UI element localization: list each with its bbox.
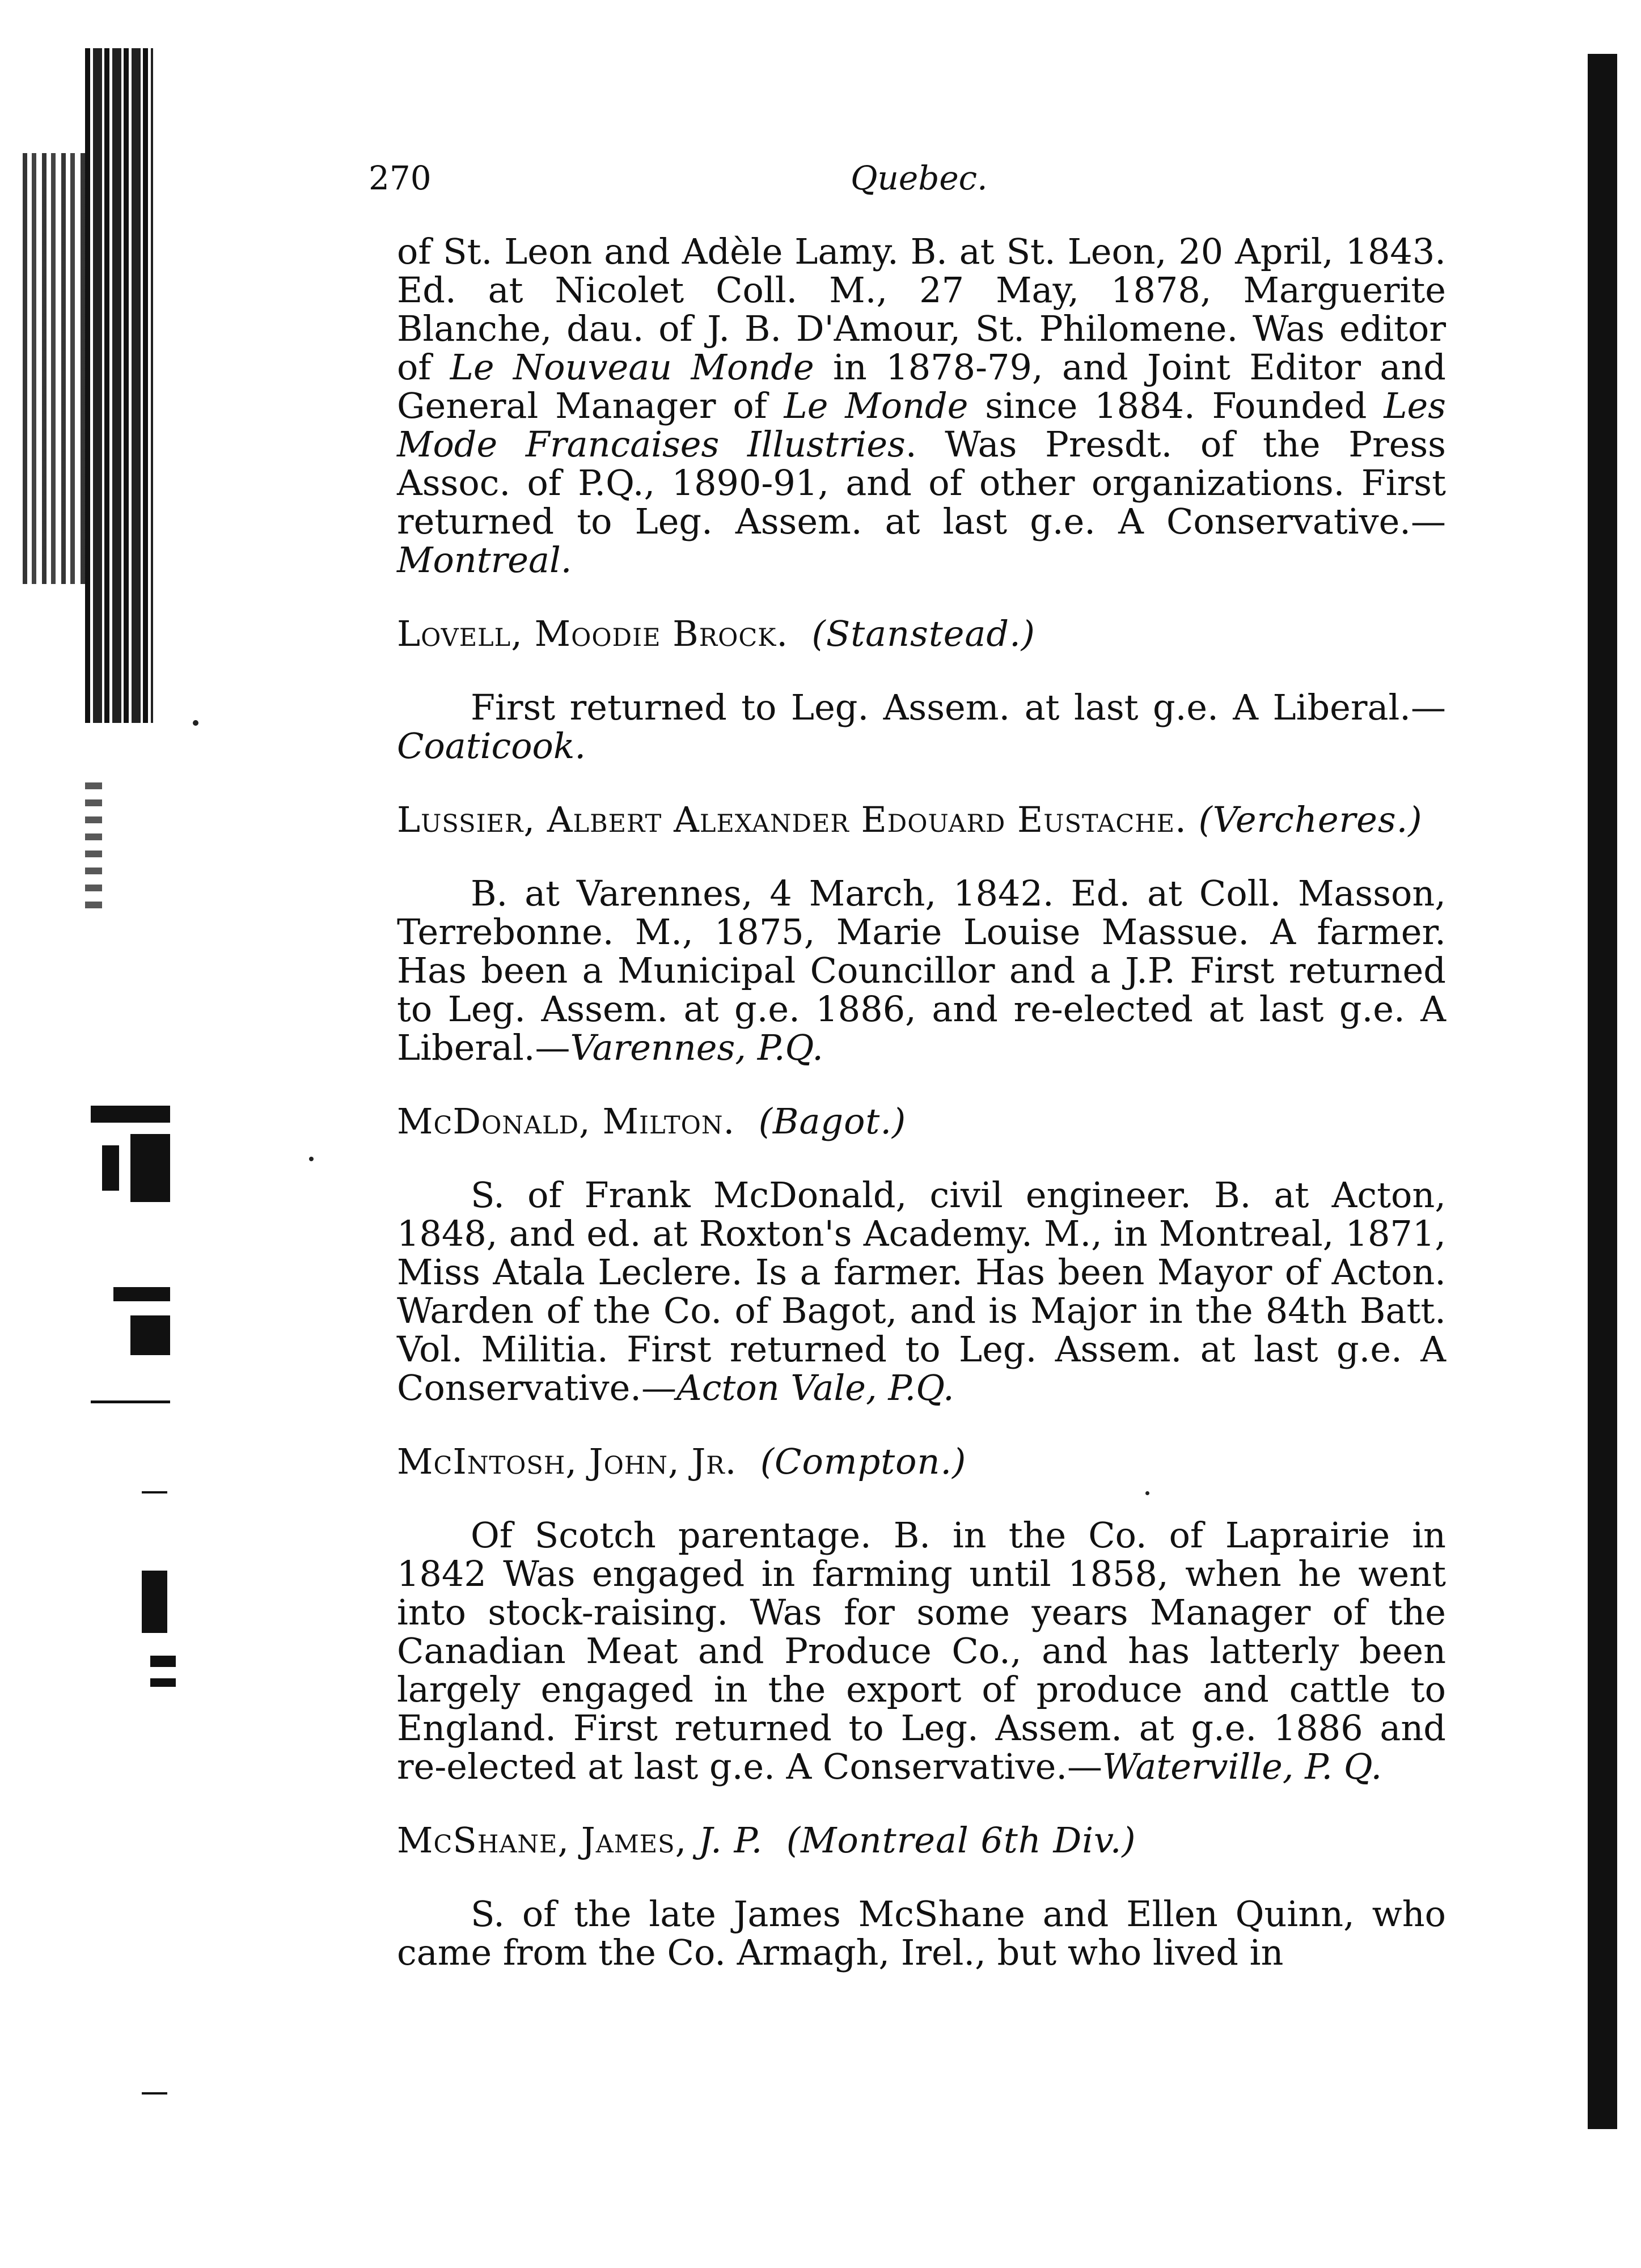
entry-heading bbox=[397, 801, 1446, 839]
scan-speck bbox=[309, 1157, 314, 1161]
page-header bbox=[369, 159, 1446, 204]
scan-edge-artifact bbox=[91, 1106, 170, 1123]
scan-edge-artifact bbox=[142, 1571, 167, 1633]
scan-edge-artifact bbox=[130, 1315, 170, 1355]
scan-edge-artifact bbox=[102, 1145, 119, 1191]
entry-text: in 1878-79, and Joint Editor and General Manager of bbox=[397, 346, 1446, 426]
entry-text: . Was Presdt. of the Press Assoc. of P.Q., 1890-91, and of other organizations. First returned to Leg. Assem. at last g.e. A Conservative.— bbox=[397, 424, 1446, 542]
entry-italic: Le Nouveau Monde bbox=[450, 346, 814, 388]
page-number: 270 bbox=[369, 159, 432, 197]
scan-edge-artifact bbox=[142, 1491, 167, 1493]
entry-continuation bbox=[397, 232, 1446, 579]
running-head: Quebec. bbox=[851, 159, 988, 197]
entry-residence: Montreal. bbox=[397, 539, 572, 581]
entry-residence: Waterville, P. Q. bbox=[1102, 1746, 1382, 1787]
entry-italic: Les Mode Francaises Illustries bbox=[397, 385, 1446, 465]
entry-body bbox=[397, 1516, 1446, 1786]
scan-edge-artifact bbox=[85, 48, 153, 723]
entry-heading bbox=[397, 1821, 1446, 1860]
member-title: J. P. bbox=[699, 1820, 763, 1861]
entry-body bbox=[397, 1176, 1446, 1407]
entry-heading bbox=[397, 1442, 1446, 1481]
entry-heading bbox=[397, 615, 1446, 653]
scan-edge-artifact bbox=[130, 1134, 170, 1202]
member-name: McIntosh, John, Jr. bbox=[397, 1441, 737, 1482]
constituency: (Compton.) bbox=[760, 1441, 967, 1482]
scan-edge-artifact bbox=[85, 782, 102, 913]
scan-edge-artifact bbox=[113, 1287, 170, 1301]
scan-edge-artifact bbox=[150, 1678, 176, 1687]
member-name: Lovell, Moodie Brock. bbox=[397, 613, 789, 654]
entry-body bbox=[397, 688, 1446, 765]
scan-edge-artifact bbox=[150, 1656, 176, 1667]
constituency: (Stanstead.) bbox=[811, 613, 1035, 654]
entry-residence: Varennes, P.Q. bbox=[570, 1027, 824, 1068]
scan-edge-artifact bbox=[91, 1400, 170, 1403]
scan-edge-artifact bbox=[17, 153, 85, 584]
entry-text: since 1884. Founded bbox=[968, 385, 1384, 426]
constituency: (Montreal 6th Div.) bbox=[786, 1820, 1136, 1861]
member-name: McDonald, Milton. bbox=[397, 1101, 735, 1142]
entry-residence: Acton Vale, P.Q. bbox=[676, 1367, 954, 1408]
entry-residence: Coaticook. bbox=[397, 725, 586, 767]
scan-edge-artifact bbox=[1588, 54, 1617, 2129]
entry-text: Of Scotch parentage. B. in the Co. of Laprairie in 1842 Was engaged in farming until 1858, when he went into stock-raising. Was for some years Manager of the Canadian Meat and Produce Co., and has latterly been largely engaged in the export of produce and cattle to England. First returned to Leg. Assem. at g.e. 1886 and re-elected at last g.e. A Conservative.— bbox=[397, 1514, 1446, 1787]
scan-speck bbox=[193, 720, 198, 726]
member-name: McShane, James, bbox=[397, 1820, 687, 1861]
entry-body bbox=[397, 874, 1446, 1067]
page-body bbox=[397, 232, 1446, 1972]
entry-text: B. at Varennes, 4 March, 1842. Ed. at Coll. Masson, Terrebonne. M., 1875, Marie Louise Massue. A farmer. Has been a Municipal Councillor and a J.P. First returned to Leg. Assem. at g.e. 1886, and re-elected at last g.e. A Liberal.— bbox=[397, 873, 1446, 1068]
constituency: (Bagot.) bbox=[758, 1101, 907, 1142]
entry-text: S. of the late James McShane and Ellen Quinn, who came from the Co. Armagh, Irel., but who lived in bbox=[397, 1893, 1446, 1973]
scan-edge-artifact bbox=[142, 2092, 167, 2094]
member-name: Lussier, Albert Alexander Edouard Eustache. bbox=[397, 799, 1187, 840]
entry-text: First returned to Leg. Assem. at last g.e. A Liberal.— bbox=[471, 687, 1446, 728]
entry-text: S. of Frank McDonald, civil engineer. B. at Acton, 1848, and ed. at Roxton's Academy. M., in Montreal, 1871, Miss Atala Leclere. Is a farmer. Has been Mayor of Acton. Warden of the Co. of Bagot, and is Major in the 84th Batt. Vol. Militia. First returned to Leg. Assem. at last g.e. A Conservative.— bbox=[397, 1174, 1446, 1408]
entry-italic: Le Monde bbox=[784, 385, 968, 426]
entry-body bbox=[397, 1895, 1446, 1972]
constituency: (Vercheres.) bbox=[1198, 799, 1423, 840]
entry-text: of St. Leon and Adèle Lamy. B. at St. Leon, 20 April, 1843. Ed. at Nicolet Coll. M., 27 May, 1878, Marguerite Blanche, dau. of J. B. D'Amour, St. Philomene. Was editor of bbox=[397, 231, 1446, 388]
entry-heading bbox=[397, 1102, 1446, 1141]
